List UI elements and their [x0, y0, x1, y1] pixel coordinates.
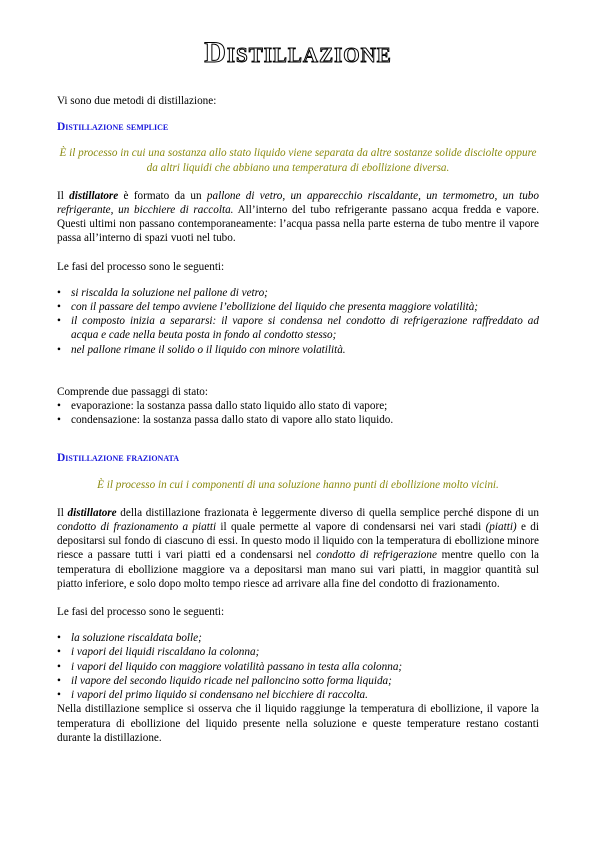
phases-intro-simple: Le fasi del processo sono le seguenti:: [57, 260, 225, 273]
bullet-icon: •: [57, 301, 61, 314]
list-item: • nel pallone rimane il solido o il liquido con minore volatilità.: [57, 343, 346, 356]
states-intro: Comprende due passaggi di stato:: [57, 385, 209, 398]
list-item: • si riscalda la soluzione nel pallone di vetro;: [57, 286, 268, 299]
list-item: • la soluzione riscaldata bolle;: [57, 632, 202, 645]
list-item: • i vapori del primo liquido si condensano nel bicchiere di raccolta.: [57, 689, 368, 702]
intro-text: Vi sono due metodi di distillazione:: [57, 95, 217, 107]
bullet-icon: •: [57, 343, 61, 356]
paragraph-distillatore-simple: Il distillatore è formato da un pallone di vetro, un apparecchio riscaldante, un termometro, un tubo refrigerante, un bicchiere di raccolta. All’interno del tubo refrigerante passano acqua fredda e vapore. Questi ultimi non passano contemporaneamente: l’acqua passa nella parte esterna de tubo mentre il vapore passa all’interno di spazi vuoti nel tubo.: [57, 189, 540, 245]
bullet-icon: •: [57, 632, 61, 645]
bullet-icon: •: [57, 674, 61, 687]
list-item: • i vapori dei liquidi riscaldano la colonna;: [57, 646, 260, 659]
list-item: • con il passare del tempo avviene l’ebollizione del liquido che presenta maggiore volatilità;: [57, 301, 479, 314]
definition-fractional: È il processo in cui i componenti di una soluzione hanno punti di ebollizione molto vicini.: [97, 478, 499, 491]
list-item: • i vapori del liquido con maggiore volatilità passano in testa alla colonna;: [57, 660, 403, 673]
paragraph-distillatore-fractional: Il distillatore della distillazione frazionata è leggermente diverso di quella semplice perché dispone di un condotto di frazionamento a piatti il quale permette al vapore di condensarsi nei vari stadi (piatti) e di depositarsi sul fondo di ciascuno di essi. In questo modo il liquido con la temperatura di ebollizione minore riesce a passare tutti i vari piatti ed a condensarsi nel condotto di refrigerazione mentre quello con la temperatura di ebollizione maggiore va a depositarsi man mano sui vari piatti, in maggior quantità sul piatto inferiore, e solo dopo molto tempo riesce ad arrivare alla fine del condotto di frazionamento.: [57, 506, 539, 590]
bullet-icon: •: [57, 646, 61, 659]
page-title: Distillazione: [204, 36, 392, 69]
definition-simple: È il processo in cui una sostanza allo stato liquido viene separata da altre sostanze solide disciolte oppure da altri liquidi che abbiano una temperatura di ebollizione diversa.: [59, 147, 537, 174]
phases-list-fractional: [57, 631, 539, 702]
document-page: [57, 36, 539, 745]
bullet-icon: •: [57, 414, 61, 427]
section-heading-fractional: Distillazione frazionata: [57, 452, 180, 465]
bullet-icon: •: [57, 689, 61, 702]
phases-list-simple: [57, 286, 539, 357]
bullet-icon: •: [57, 400, 61, 413]
bullet-icon: •: [57, 660, 61, 673]
states-list: [57, 399, 539, 427]
bullet-icon: •: [57, 286, 61, 299]
term-distillatore: distillatore: [67, 506, 117, 519]
list-item: • condensazione: la sostanza passa dallo stato di vapore allo stato liquido.: [57, 414, 394, 427]
section-heading-simple: Distillazione semplice: [57, 121, 169, 134]
phases-intro-fractional: Le fasi del processo sono le seguenti:: [57, 606, 225, 619]
term-distillatore: distillatore: [69, 189, 119, 202]
list-item: • evaporazione: la sostanza passa dallo stato liquido allo stato di vapore;: [57, 400, 388, 413]
bullet-icon: •: [57, 315, 61, 328]
final-paragraph: Nella distillazione semplice si osserva che il liquido raggiunge la temperatura di ebollizione, il vapore la temperatura di ebollizione del liquido presente nella soluzione e queste temperature restano costanti durante la distillazione.: [57, 703, 539, 744]
list-item: • il vapore del secondo liquido ricade nel palloncino sotto forma liquida;: [57, 674, 392, 687]
list-item: • il composto inizia a separarsi: il vapore si condensa nel condotto di refrigerazione raffreddato ad acqua e cade nella beuta posta in fondo al condotto stesso;: [57, 315, 539, 342]
